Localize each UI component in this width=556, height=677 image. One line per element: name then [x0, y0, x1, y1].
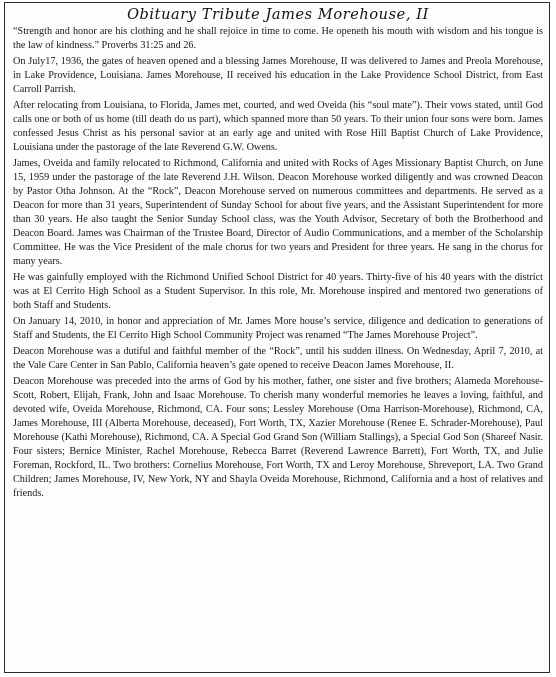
paragraph-passing: Deacon Morehouse was a dutiful and faithful member of the “Rock”, until his sudden illness. On Wednesday, April 7, 2010, at the Vale Care Center in San Pablo, California heaven’s gate opened to receive Deacon James Morehouse, II.	[13, 346, 543, 371]
paragraph-church-service: James, Oveida and family relocated to Richmond, California and united with Rocks of Ages Missionary Baptist Church, on June 15, 1959 under the pastorage of the late Reverend J.H. Wilson. Deacon Morehouse worked diligently and was crowned Deacon by Pastor Otha Johnson. At the “Rock”, Deacon Morehouse served on numerous committees and departments. He served as a Deacon for more than 31 years, Superintendent of Sunday School for about five years, and the Assistant Superintendent for more than 30 years. He also taught the Senior Sunday School class, was the Youth Advisor, Secretary of both the Brotherhood and Deacon Board. James was Chairman of the Trustee Board, Director of Audio Communications, and a member of the Scholarship Committee. He was the Vice President of the male chorus for two years and President for three years. He sang in the chorus for many years.	[13, 158, 543, 267]
paragraph-birth: On July17, 1936, the gates of heaven opened and a blessing James Morehouse, II was delivered to James and Preola Morehouse, in Lake Providence, Louisiana. James Morehouse, II received his education in the Lake Providence School District, from East Carroll Parrish.	[13, 56, 543, 95]
obituary-content	[13, 6, 543, 668]
page-title: Obituary Tribute James Morehouse, II	[127, 7, 429, 23]
paragraph-scripture: “Strength and honor are his clothing and he shall rejoice in time to come. He openeth his mouth with wisdom and his tongue is the law of kindness.” Proverbs 31:25 and 26.	[13, 26, 543, 51]
paragraph-marriage: After relocating from Louisiana, to Florida, James met, courted, and wed Oveida (his “soul mate”). Their vows stated, until God calls one or both of us home (till death do us part), which spanned more than 50 years. To their union four sons were born. James confessed Jesus Christ as his personal savior at an early age and united with Rose Hill Baptist Church of Lake Providence, Louisiana under the pastorage of the late Reverend G.W. Owens.	[13, 100, 543, 153]
paragraph-honor: On January 14, 2010, in honor and appreciation of Mr. James More house’s service, diligence and dedication to generations of Staff and Students, the El Cerrito High School Community Project was renamed “The James Morehouse Project”.	[13, 316, 543, 341]
paragraph-family: Deacon Morehouse was preceded into the arms of God by his mother, father, one sister and five brothers; Alameda Morehouse-Scott, Robert, Elijah, Frank, John and Isaac Morehouse. To cherish many wonderful memories he leaves a loving, faithful, and devoted wife, Oveida Morehouse, Richmond, CA. Four sons; Lessley Morehouse (Oma Harrison-Morehouse), Richmond, CA, James Morehouse, III (Alberta Morehouse, deceased), Fort Worth, TX, Xazier Morehouse (Renee E. Schrader-Morehouse), Paul Morehouse (Kathi Morehouse), Richmond, CA. A Special God Grand Son (William Stallings), a Special God Son (Shareef Nasir. Four sisters; Bernice Minister, Rachel Morehouse, Rebecca Barret (Reverend Lawrence Barrett), Fort Worth, TX, and Julie Foreman, Rockford, IL. Two brothers: Cornelius Morehouse, Fort Worth, TX and Leroy Morehouse, Shreveport, LA. Two Grand Children; James Morehouse, IV, New York, NY and Shayla Oveida Morehouse, Richmond, California and a host of relatives and friends.	[13, 376, 543, 499]
paragraph-employment: He was gainfully employed with the Richmond Unified School District for 40 years. Thirty-five of his 40 years with the district was at El Cerrito High School as a Student Supervisor. In this role, Mr. Morehouse inspired and mentored two generations of both Staff and Students.	[13, 272, 543, 311]
obituary-frame	[4, 2, 550, 673]
